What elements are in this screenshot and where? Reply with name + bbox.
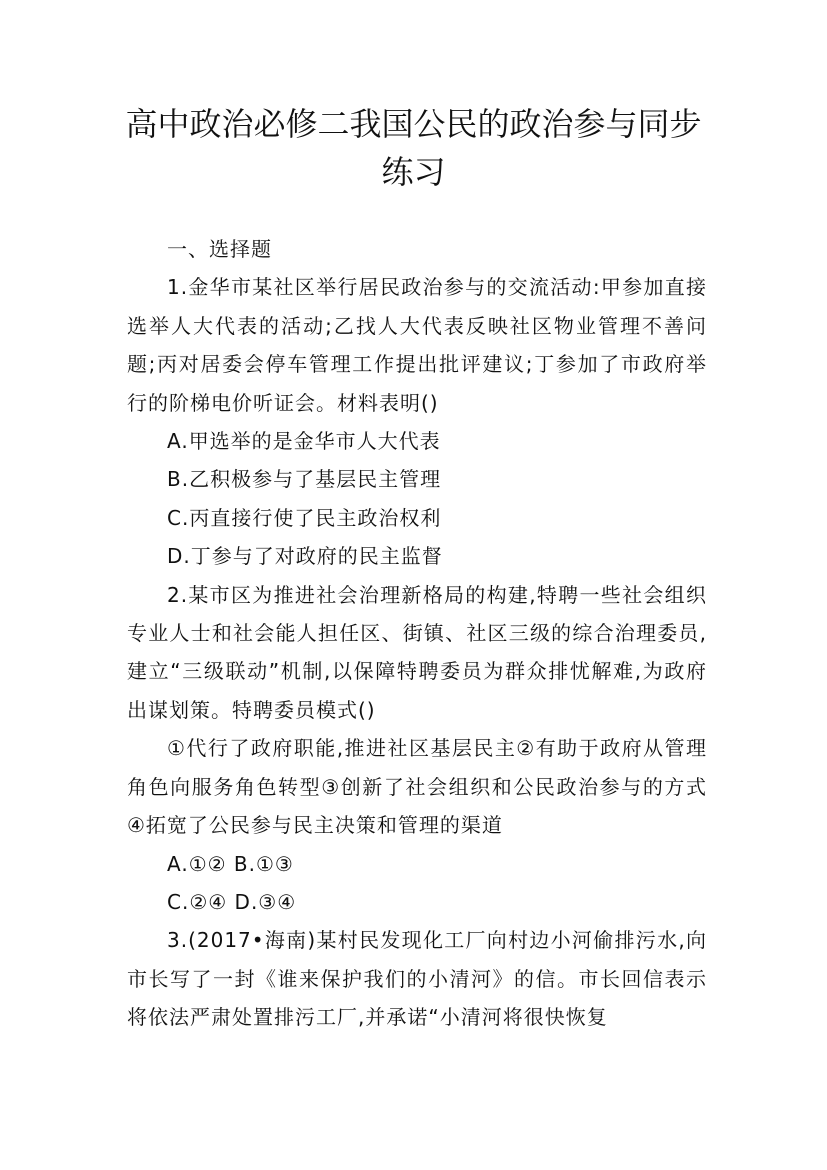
question-2-statements: ①代行了政府职能,推进社区基层民主②有助于政府从管理角色向服务角色转型③创新了社会组织和公民政治参与的方式④拓宽了公民参与民主决策和管理的渠道 bbox=[127, 736, 707, 838]
question-1-option-d: D.丁参与了对政府的民主监督 bbox=[167, 544, 443, 569]
document-body bbox=[127, 230, 707, 1037]
section-heading: 一、选择题 bbox=[167, 237, 272, 261]
question-2-stem: 2.某市区为推进社会治理新格局的构建,特聘一些社会组织专业人士和社会能人担任区、街镇、社区三级的综合治理委员,建立“三级联动”机制,以保障特聘委员为群众排忧解难,为政府出谋划策。特聘委员模式() bbox=[127, 582, 707, 722]
document-title-line-2: 练习 bbox=[381, 153, 446, 191]
question-1-stem: 1.金华市某社区举行居民政治参与的交流活动:甲参加直接选举人大代表的活动;乙找人大代表反映社区物业管理不善问题;丙对居委会停车管理工作提出批评建议;丁参加了市政府举行的阶梯电价听证会。材料表明() bbox=[127, 275, 707, 415]
question-1-option-c: C.丙直接行使了民主政治权利 bbox=[167, 505, 442, 530]
question-3-stem: 3.(2017•海南)某村民发现化工厂向村边小河偷排污水,向市长写了一封《谁来保护我们的小清河》的信。市长回信表示将依法严肃处置排污工厂,并承诺“小清河将很快恢复 bbox=[127, 928, 707, 1030]
question-1-option-b: B.乙积极参与了基层民主管理 bbox=[167, 467, 442, 492]
document-title-line-1: 高中政治必修二我国公民的政治参与同步 bbox=[125, 105, 702, 143]
question-1-option-a: A.甲选举的是金华市人大代表 bbox=[167, 429, 441, 454]
question-2-options-row-1: A.①② B.①③ bbox=[167, 851, 294, 876]
question-2-options-row-2: C.②④ D.③④ bbox=[167, 889, 297, 914]
